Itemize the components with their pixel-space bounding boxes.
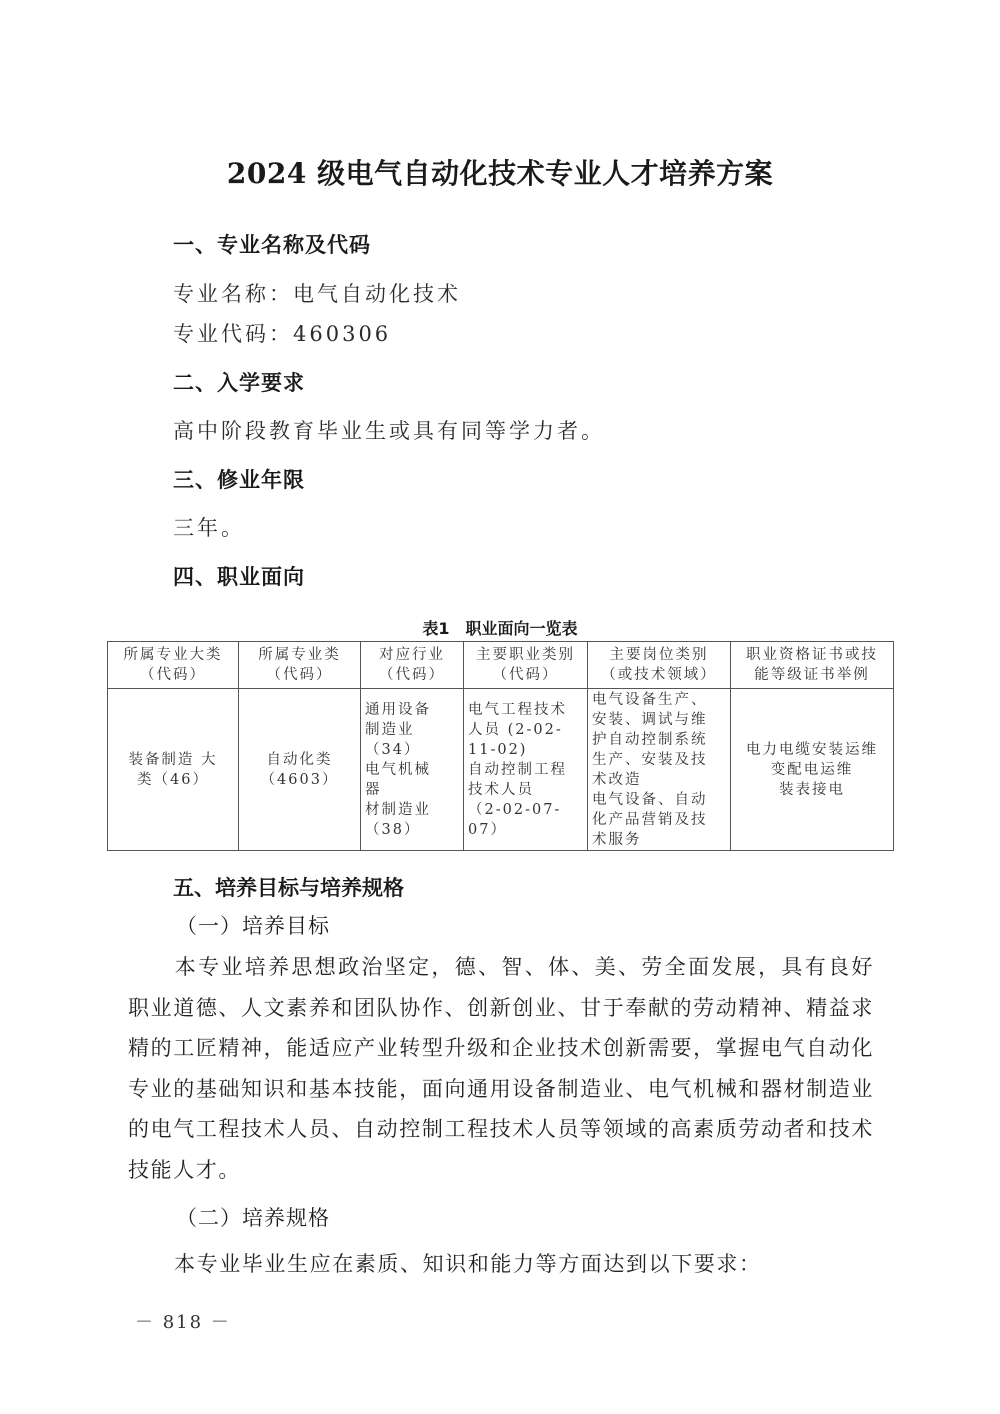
cell-major-class: 自动化类 （4603） [239, 689, 361, 851]
section-4-heading: 四、职业面向 [173, 565, 305, 589]
cell-major-category: 装备制造 大 类（46） [108, 689, 239, 851]
section-1-heading: 一、专业名称及代码 [173, 233, 371, 257]
cell-occupation: 电气工程技术 人员 (2-02- 11-02) 自动控制工程 技术人员 （2-02-07- 07） [464, 689, 588, 851]
goal-paragraph: 本专业培养思想政治坚定，德、智、体、美、劳全面发展，具有良好职业道德、人文素养和团队协作、创新创业、甘于奉献的劳动精神、精益求精的工匠精神，能适应产业转型升级和企业技术创新需要，掌握电气自动化专业的基础知识和基本技能，面向通用设备制造业、电气机械和器材制造业的电气工程技术人员、自动控制工程技术人员等领域的高素质劳动者和技术技能人才。 [128, 955, 874, 1182]
header-occupation: 主要职业类别 （代码） [464, 642, 588, 689]
header-industry: 对应行业 （代码） [361, 642, 464, 689]
subsection-spec-heading: （二）培养规格 [176, 1206, 330, 1230]
table-header-row [108, 642, 894, 689]
occupation-table [107, 641, 894, 851]
spec-paragraph: 本专业毕业生应在素质、知识和能力等方面达到以下要求： [174, 1252, 762, 1276]
major-name-line: 专业名称：电气自动化技术 [173, 282, 461, 306]
page-number: － 818 － [135, 1312, 231, 1333]
header-certificate: 职业资格证书或技 能等级证书举例 [731, 642, 894, 689]
section-3-heading: 三、修业年限 [173, 468, 305, 492]
duration-text: 三年。 [173, 516, 245, 540]
subsection-goal-heading: （一）培养目标 [176, 914, 330, 938]
table-row [108, 689, 894, 851]
cell-position: 电气设备生产、 安装、调试与维 护自动控制系统 生产、安装及技 术改造 电气设备、自动 化产品营销及技 术服务 [588, 689, 731, 851]
section-5-heading: 五、培养目标与培养规格 [173, 876, 404, 900]
major-code-line: 专业代码：460306 [173, 322, 392, 346]
header-major-category: 所属专业大类 （代码） [108, 642, 239, 689]
document-title: 2024 级电气自动化技术专业人才培养方案 [226, 157, 774, 190]
header-major-class: 所属专业类 （代码） [239, 642, 361, 689]
table-caption: 表1 职业面向一览表 [422, 619, 578, 638]
cell-certificate: 电力电缆安装运维 变配电运维 装表接电 [731, 689, 894, 851]
cell-industry: 通用设备 制造业 （34） 电气机械 器 材制造业 （38） [361, 689, 464, 851]
header-position: 主要岗位类别 （或技术领域） [588, 642, 731, 689]
admission-text: 高中阶段教育毕业生或具有同等学力者。 [173, 419, 605, 443]
section-2-heading: 二、入学要求 [173, 371, 305, 395]
